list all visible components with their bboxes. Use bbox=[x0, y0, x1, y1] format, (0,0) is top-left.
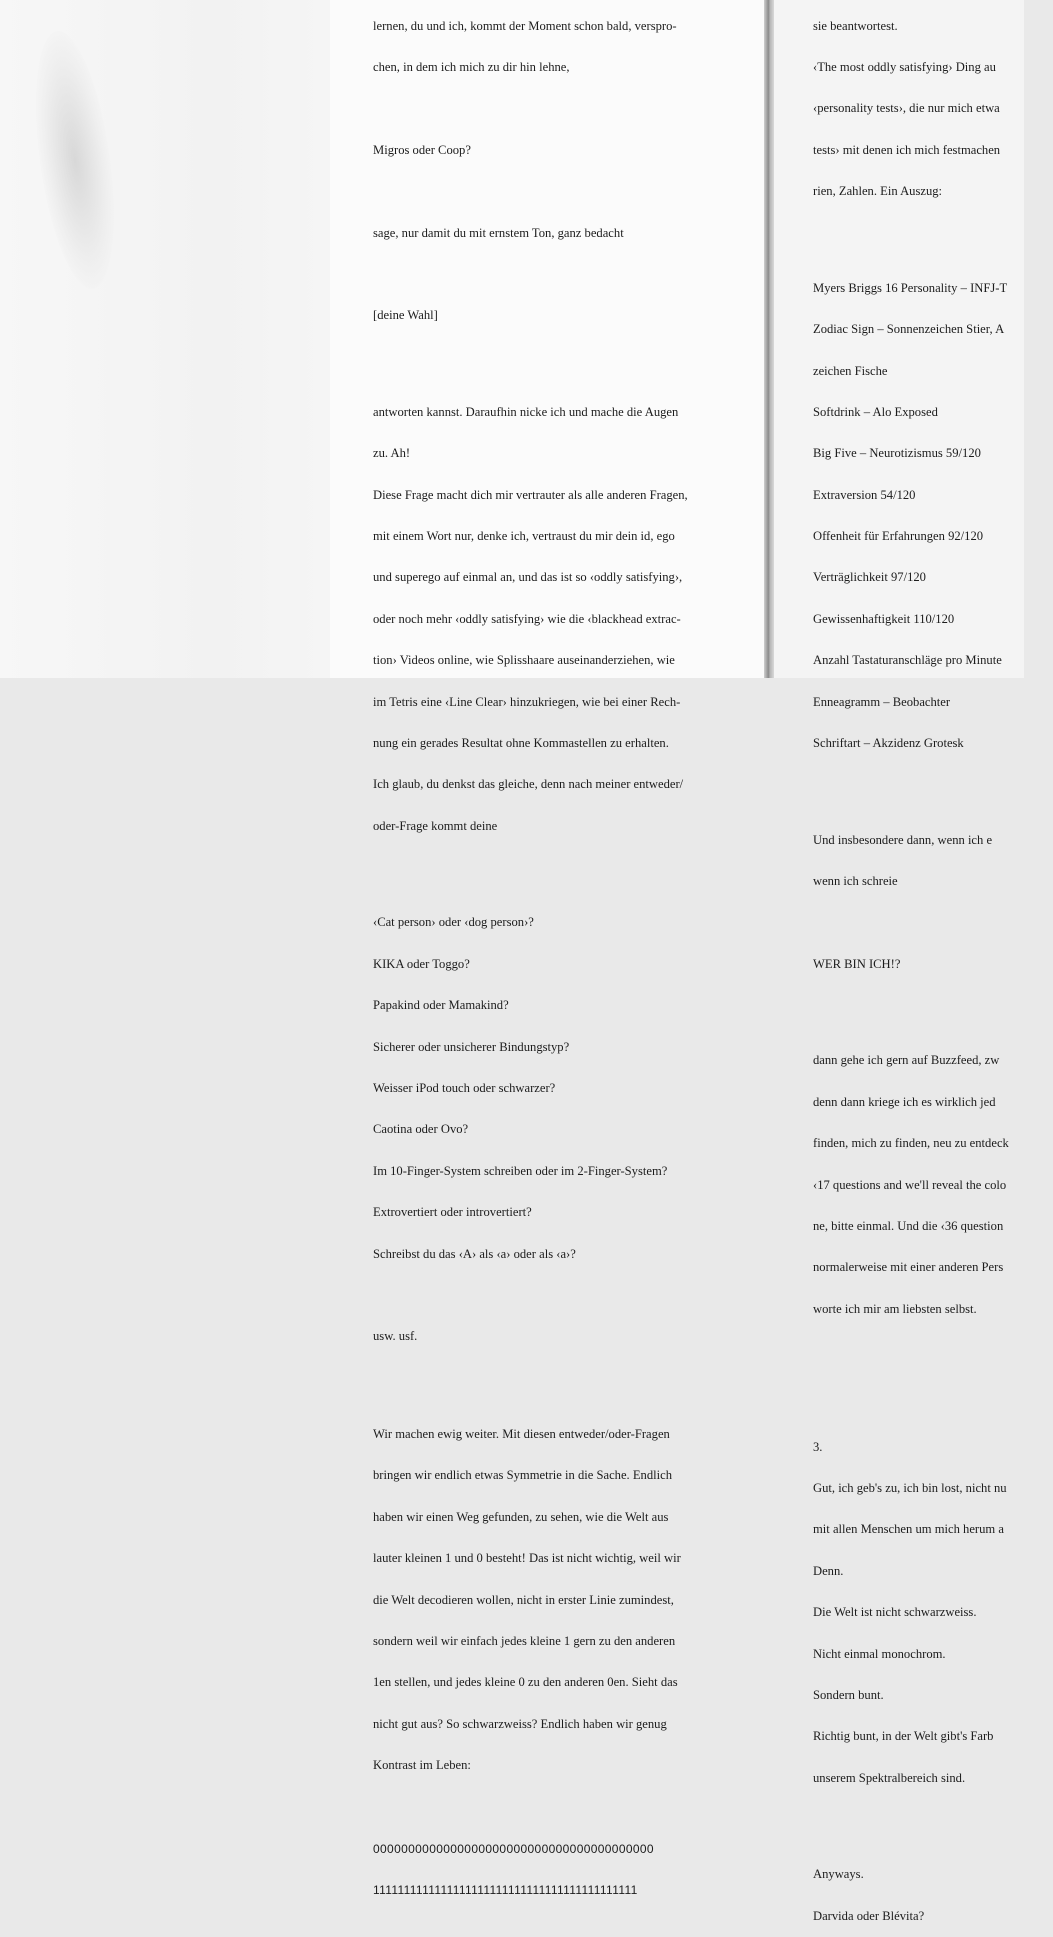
paragraph-line: die Welt decodieren wollen, nicht in erster Linie zumindest, bbox=[373, 1592, 674, 1607]
profile-item: Extraversion 54/120 bbox=[813, 487, 916, 502]
paragraph-line: antworten kannst. Daraufhin nicke ich und mache die Augen bbox=[373, 404, 679, 419]
text-line: mit allen Menschen um mich herum a bbox=[813, 1522, 1004, 1537]
text-line: wenn ich schreie bbox=[813, 874, 898, 888]
question-item: Papakind oder Mamakind? bbox=[373, 998, 509, 1013]
paragraph-line: nung ein gerades Resultat ohne Kommastellen zu erhalten. bbox=[373, 736, 669, 751]
paragraph-line: lauter kleinen 1 und 0 besteht! Das ist nicht wichtig, weil wir bbox=[373, 1551, 681, 1566]
profile-item: Schriftart – Akzidenz Grotesk bbox=[813, 736, 964, 751]
paragraph-line: tion› Videos online, wie Splisshaare auseinanderziehen, wie bbox=[373, 653, 675, 668]
usw-line: usw. usf. bbox=[373, 1329, 418, 1344]
paragraph-line: mit einem Wort nur, denke ich, vertraust du mir dein id, ego bbox=[373, 529, 675, 544]
text-line: Darvida oder Blévita? bbox=[813, 1908, 925, 1923]
paragraph-line: sondern weil wir einfach jedes kleine 1 gern zu den anderen bbox=[373, 1634, 676, 1649]
text-line: normalerweise mit einer anderen Pers bbox=[813, 1260, 1004, 1275]
book-gutter bbox=[764, 0, 774, 678]
text-line: Gut, ich geb's zu, ich bin lost, nicht nu bbox=[813, 1481, 1007, 1496]
question-item: Weisser iPod touch oder schwarzer? bbox=[373, 1080, 556, 1095]
paragraph-line: Ich glaub, du denkst das gleiche, denn nach meiner entweder/ bbox=[373, 777, 684, 792]
text-line: unserem Spektralbereich sind. bbox=[813, 1770, 966, 1785]
paragraph-line: im Tetris eine ‹Line Clear› hinzukriegen, wie bei einer Rech- bbox=[373, 694, 681, 709]
text-line: ‹17 questions and we'll reveal the colo bbox=[813, 1177, 1007, 1192]
text-line: worte ich mir am liebsten selbst. bbox=[813, 1301, 977, 1316]
paragraph-line: oder noch mehr ‹oddly satisfying› wie die ‹blackhead extrac- bbox=[373, 611, 681, 626]
text-line: Richtig bunt, in der Welt gibt's Farb bbox=[813, 1729, 994, 1744]
paragraph-line: bringen wir endlich etwas Symmetrie in die Sache. Endlich bbox=[373, 1468, 673, 1483]
profile-item: Verträglichkeit 97/120 bbox=[813, 570, 926, 585]
paragraph-line: und superego auf einmal an, und das ist so ‹oddly satisfying›, bbox=[373, 570, 683, 585]
text-line: sage, nur damit du mit ernstem Ton, ganz bedacht bbox=[373, 225, 624, 240]
question-item: Caotina oder Ovo? bbox=[373, 1122, 469, 1137]
question-item: ‹Cat person› oder ‹dog person›? bbox=[373, 915, 534, 930]
text-line: ne, bitte einmal. Und die ‹36 question bbox=[813, 1218, 1004, 1233]
profile-item: Anzahl Tastaturanschläge pro Minute bbox=[813, 653, 1002, 668]
ones-line: 1111111111111111111111111111111111111111111 bbox=[373, 1883, 638, 1898]
paragraph-line: oder-Frage kommt deine bbox=[373, 818, 498, 833]
zeros-line: 0000000000000000000000000000000000000000 bbox=[373, 1841, 654, 1856]
profile-item: Softdrink – Alo Exposed bbox=[813, 404, 938, 419]
section-number: 3. bbox=[813, 1439, 823, 1454]
question-item: KIKA oder Toggo? bbox=[373, 956, 470, 971]
text-line: chen, in dem ich mich zu dir hin lehne, bbox=[373, 59, 570, 74]
text-line: Denn. bbox=[813, 1563, 844, 1578]
paragraph-line: nicht gut aus? So schwarzweiss? Endlich haben wir genug bbox=[373, 1716, 667, 1731]
profile-item: Enneagramm – Beobachter bbox=[813, 694, 951, 709]
right-page-text bbox=[813, 0, 1053, 1937]
question-item: Sicherer oder unsicherer Bindungstyp? bbox=[373, 1039, 570, 1054]
profile-item: Zodiac Sign – Sonnenzeichen Stier, A bbox=[813, 322, 1005, 337]
paragraph-line: Wir machen ewig weiter. Mit diesen entweder/oder-Fragen bbox=[373, 1427, 670, 1442]
text-line: sie beantwortest. bbox=[813, 18, 898, 33]
text-line: finden, mich zu finden, neu zu entdeck bbox=[813, 1136, 1009, 1151]
paragraph-line: zu. Ah! bbox=[373, 446, 411, 461]
paragraph-line: 1en stellen, und jedes kleine 0 zu den anderen 0en. Sieht das bbox=[373, 1675, 678, 1690]
text-line: tests› mit denen ich mich festmachen bbox=[813, 142, 1001, 157]
text-line: Anyways. bbox=[813, 1867, 864, 1882]
text-line: ‹The most oddly satisfying› Ding au bbox=[813, 59, 996, 74]
text-line: dann gehe ich gern auf Buzzfeed, zw bbox=[813, 1053, 1000, 1068]
question-item: Schreibst du das ‹A› als ‹a› oder als ‹a›? bbox=[373, 1246, 576, 1261]
paragraph-line: haben wir einen Weg gefunden, zu sehen, wie die Welt aus bbox=[373, 1509, 669, 1524]
profile-item: Offenheit für Erfahrungen 92/120 bbox=[813, 529, 984, 544]
question-item: Im 10-Finger-System schreiben oder im 2-Finger-System? bbox=[373, 1163, 668, 1178]
text-line: Die Welt ist nicht schwarzweiss. bbox=[813, 1605, 977, 1620]
text-line: Sondern bunt. bbox=[813, 1688, 884, 1703]
question-line: Migros oder Coop? bbox=[373, 142, 471, 157]
profile-item: Big Five – Neurotizismus 59/120 bbox=[813, 446, 981, 461]
text-line: Und insbesondere dann, wenn ich e bbox=[813, 832, 993, 847]
shout-line: WER BIN ICH!? bbox=[813, 956, 901, 971]
left-page-text bbox=[373, 0, 733, 1911]
text-line: Nicht einmal monochrom. bbox=[813, 1646, 946, 1661]
text-line: rien, Zahlen. Ein Auszug: bbox=[813, 184, 943, 199]
profile-item: Gewissenhaftigkeit 110/120 bbox=[813, 611, 955, 626]
text-line: lernen, du und ich, kommt der Moment schon bald, verspro- bbox=[373, 18, 677, 33]
paragraph-line: Kontrast im Leben: bbox=[373, 1758, 471, 1773]
text-line: ‹personality tests›, die nur mich etwa bbox=[813, 101, 1000, 116]
question-item: Extrovertiert oder introvertiert? bbox=[373, 1205, 532, 1220]
profile-item: zeichen Fische bbox=[813, 363, 888, 378]
profile-item: Myers Briggs 16 Personality – INFJ-T bbox=[813, 280, 1008, 295]
text-line: denn dann kriege ich es wirklich jed bbox=[813, 1094, 996, 1109]
choice-line: [deine Wahl] bbox=[373, 308, 438, 323]
paragraph-line: Diese Frage macht dich mir vertrauter als alle anderen Fragen, bbox=[373, 487, 688, 502]
